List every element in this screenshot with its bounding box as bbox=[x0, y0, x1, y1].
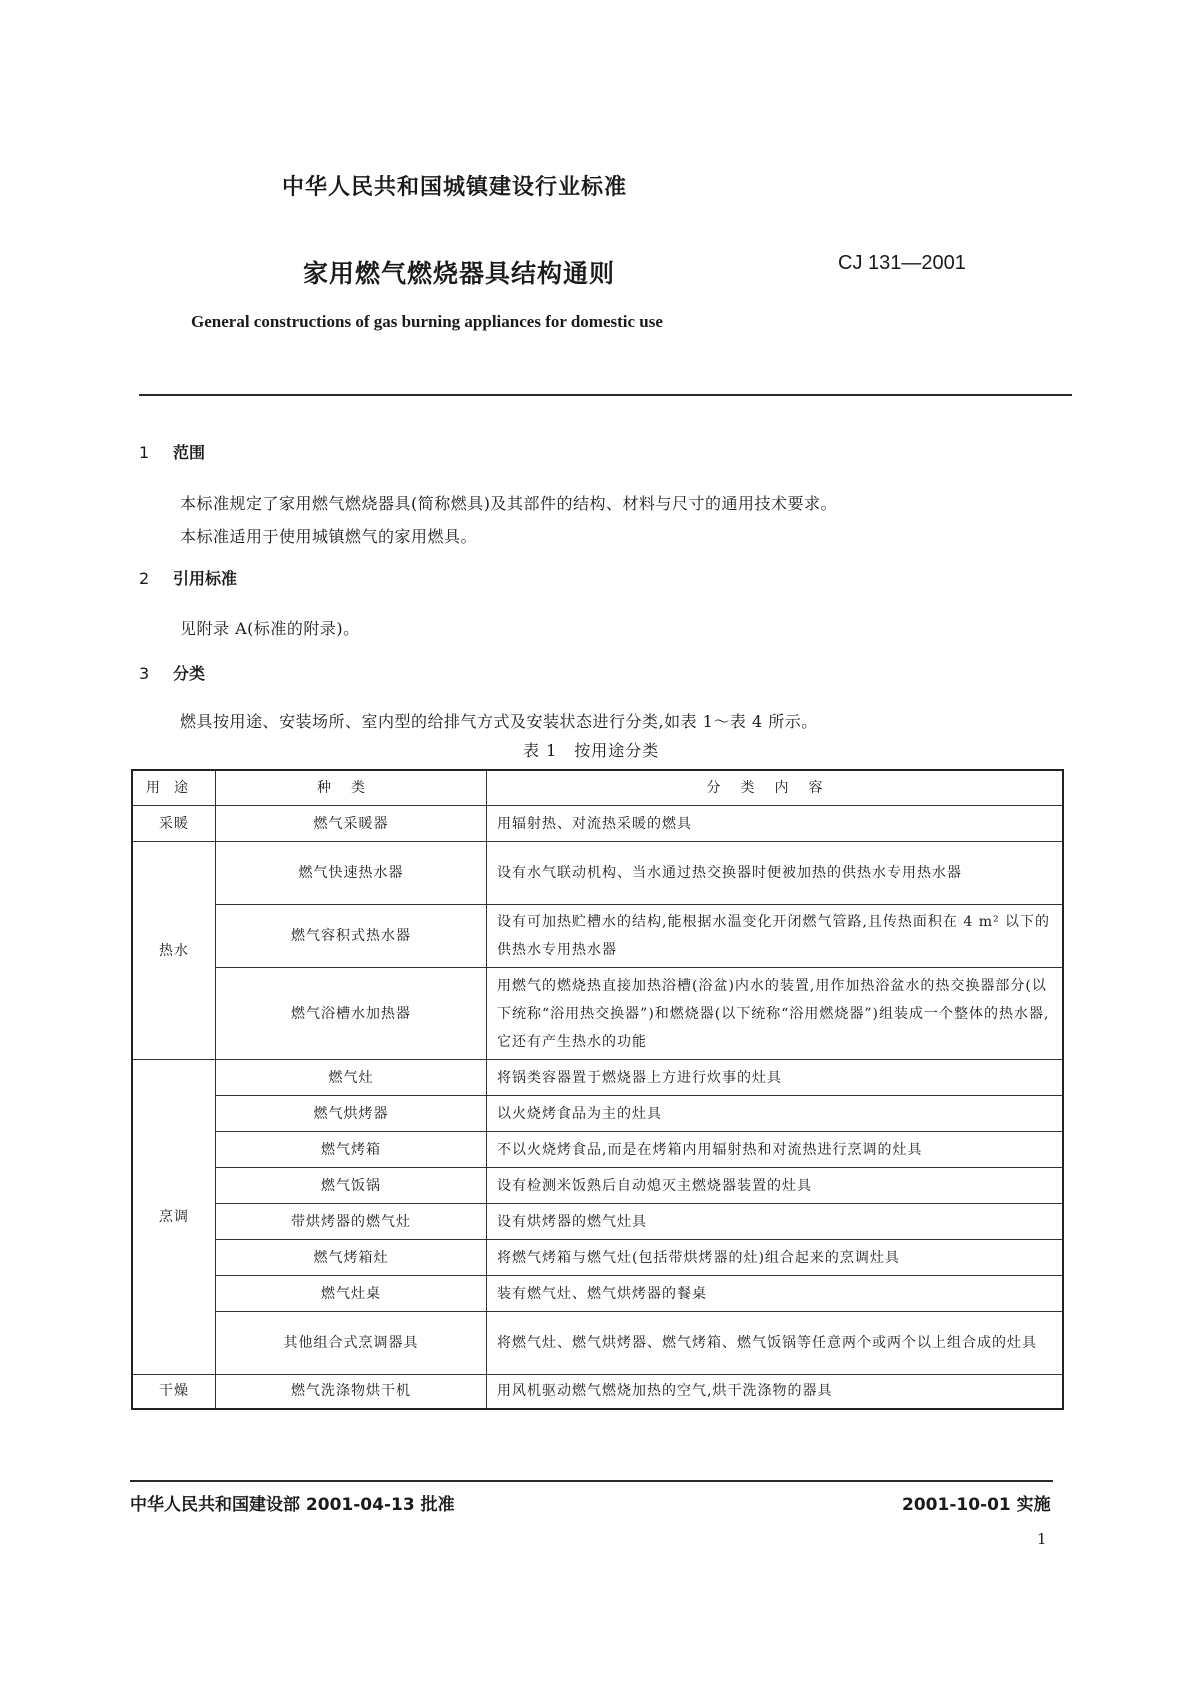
section-heading-2 bbox=[139, 566, 237, 589]
standard-category: 中华人民共和国城镇建设行业标准 bbox=[282, 175, 628, 200]
table-row bbox=[132, 1096, 1063, 1132]
use-cell: 热水 bbox=[132, 842, 216, 1060]
paragraph: 燃具按用途、安装场所、室内型的给排气方式及安装状态进行分类,如表 1～表 4 所示。 bbox=[180, 712, 818, 731]
table-row bbox=[132, 1240, 1063, 1276]
table-row bbox=[132, 1060, 1063, 1096]
kind-cell: 燃气饭锅 bbox=[216, 1168, 487, 1204]
column-header-description: 分类内容 bbox=[487, 770, 1064, 806]
kind-cell: 燃气容积式热水器 bbox=[216, 905, 487, 968]
description-cell: 用风机驱动燃气燃烧加热的空气,烘干洗涤物的器具 bbox=[487, 1375, 1064, 1409]
table-row bbox=[132, 1312, 1063, 1375]
page-number: 1 bbox=[1037, 1530, 1047, 1548]
description-cell: 设有烘烤器的燃气灶具 bbox=[487, 1204, 1064, 1240]
section-title: 范围 bbox=[173, 443, 206, 462]
use-cell: 干燥 bbox=[132, 1375, 216, 1409]
use-cell: 烹调 bbox=[132, 1060, 216, 1375]
kind-cell: 燃气烤箱灶 bbox=[216, 1240, 487, 1276]
description-cell: 以火烧烤食品为主的灶具 bbox=[487, 1096, 1064, 1132]
kind-cell: 燃气烤箱 bbox=[216, 1132, 487, 1168]
description-cell: 装有燃气灶、燃气烘烤器的餐桌 bbox=[487, 1276, 1064, 1312]
header-divider bbox=[139, 394, 1072, 396]
table-row bbox=[132, 1132, 1063, 1168]
use-cell: 采暖 bbox=[132, 806, 216, 842]
description-cell: 设有可加热贮槽水的结构,能根据水温变化开闭燃气管路,且传热面积在 4 m² 以下的供热水专用热水器 bbox=[487, 905, 1064, 968]
table-row bbox=[132, 1168, 1063, 1204]
kind-cell: 燃气浴槽水加热器 bbox=[216, 968, 487, 1060]
kind-cell: 带烘烤器的燃气灶 bbox=[216, 1204, 487, 1240]
kind-cell: 燃气快速热水器 bbox=[216, 842, 487, 905]
description-cell: 将燃气烤箱与燃气灶(包括带烘烤器的灶)组合起来的烹调灶具 bbox=[487, 1240, 1064, 1276]
paragraph: 本标准规定了家用燃气燃烧器具(简称燃具)及其部件的结构、材料与尺寸的通用技术要求。 bbox=[180, 494, 837, 513]
section-number: 2 bbox=[139, 569, 150, 588]
table-row bbox=[132, 1276, 1063, 1312]
kind-cell: 燃气灶桌 bbox=[216, 1276, 487, 1312]
table-row bbox=[132, 968, 1063, 1060]
approval-statement: 中华人民共和国建设部 2001-04-13 批准 bbox=[130, 1495, 455, 1515]
description-cell: 用燃气的燃烧热直接加热浴槽(浴盆)内水的装置,用作加热浴盆水的热交换器部分(以下统称“浴用热交换器”)和燃烧器(以下统称“浴用燃烧器”)组装成一个整体的热水器,它还有产生热水的功能 bbox=[487, 968, 1064, 1060]
paragraph: 本标准适用于使用城镇燃气的家用燃具。 bbox=[180, 527, 478, 546]
section-number: 1 bbox=[139, 443, 150, 462]
kind-cell: 燃气采暖器 bbox=[216, 806, 487, 842]
column-header-kind: 种类 bbox=[216, 770, 487, 806]
description-cell: 设有水气联动机构、当水通过热交换器时便被加热的供热水专用热水器 bbox=[487, 842, 1064, 905]
document-title: 家用燃气燃烧器具结构通则 bbox=[303, 259, 616, 288]
table-row bbox=[132, 1375, 1063, 1409]
section-title: 引用标准 bbox=[173, 569, 238, 588]
kind-cell: 燃气灶 bbox=[216, 1060, 487, 1096]
kind-cell: 燃气烘烤器 bbox=[216, 1096, 487, 1132]
description-cell: 用辐射热、对流热采暖的燃具 bbox=[487, 806, 1064, 842]
table-row bbox=[132, 842, 1063, 905]
table-row bbox=[132, 806, 1063, 842]
kind-cell: 其他组合式烹调器具 bbox=[216, 1312, 487, 1375]
section-title: 分类 bbox=[173, 664, 206, 683]
column-header-use: 用途 bbox=[132, 770, 216, 806]
section-heading-1 bbox=[139, 440, 205, 463]
footer-divider bbox=[130, 1480, 1053, 1482]
table-row bbox=[132, 1204, 1063, 1240]
section-number: 3 bbox=[139, 664, 150, 683]
table-caption: 表 1 按用途分类 bbox=[523, 741, 660, 760]
classification-table bbox=[131, 769, 1064, 1410]
table-row bbox=[132, 905, 1063, 968]
section-heading-3 bbox=[139, 661, 205, 684]
standard-code: CJ 131—2001 bbox=[838, 252, 966, 274]
description-cell: 将燃气灶、燃气烘烤器、燃气烤箱、燃气饭锅等任意两个或两个以上组合成的灶具 bbox=[487, 1312, 1064, 1375]
english-title: General constructions of gas burning appliances for domestic use bbox=[191, 312, 663, 331]
paragraph: 见附录 A(标准的附录)。 bbox=[180, 619, 360, 638]
table-header-row bbox=[132, 770, 1063, 806]
kind-cell: 燃气洗涤物烘干机 bbox=[216, 1375, 487, 1409]
effective-date: 2001-10-01 实施 bbox=[902, 1495, 1051, 1515]
description-cell: 将锅类容器置于燃烧器上方进行炊事的灶具 bbox=[487, 1060, 1064, 1096]
description-cell: 不以火烧烤食品,而是在烤箱内用辐射热和对流热进行烹调的灶具 bbox=[487, 1132, 1064, 1168]
description-cell: 设有检测米饭熟后自动熄灭主燃烧器装置的灶具 bbox=[487, 1168, 1064, 1204]
